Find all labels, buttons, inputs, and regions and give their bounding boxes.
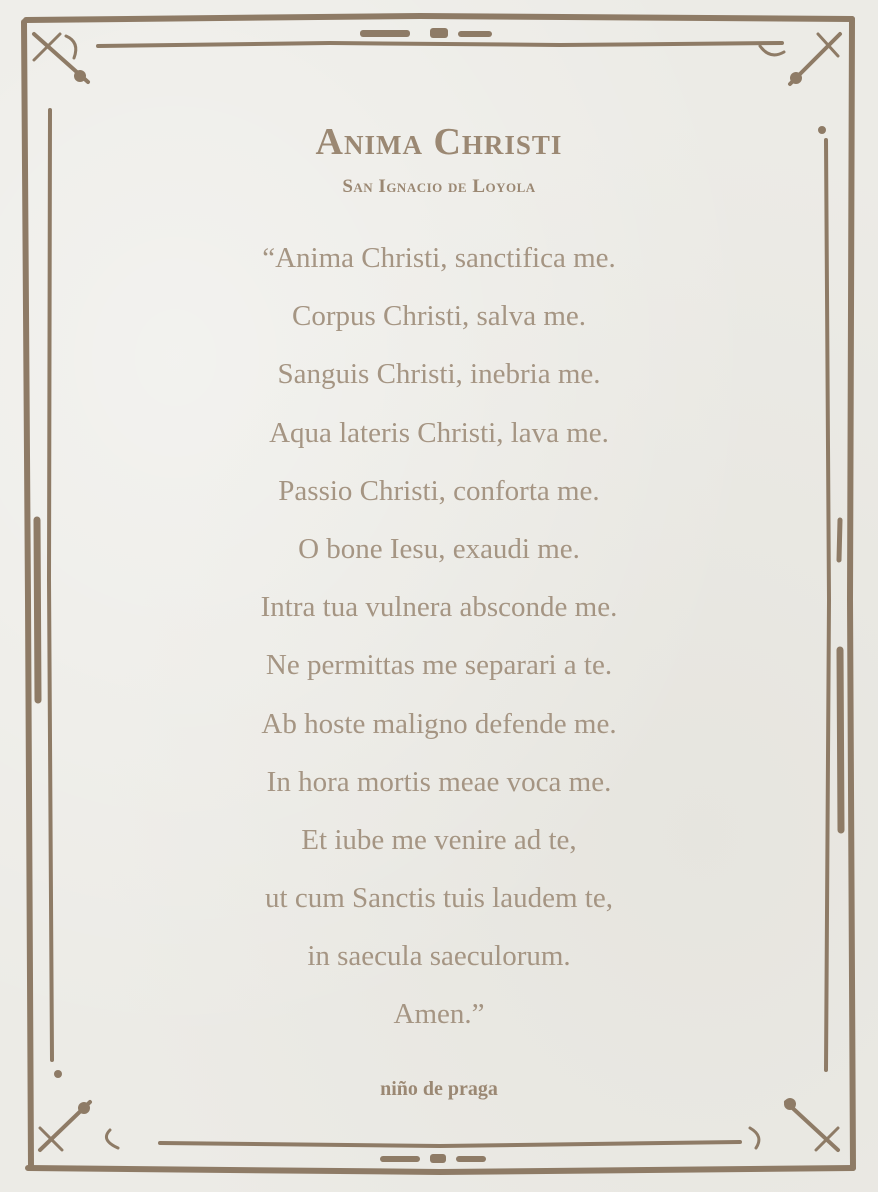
verse-line: Passio Christi, conforta me. xyxy=(278,474,600,507)
verse-line: O bone Iesu, exaudi me. xyxy=(298,532,580,565)
prayer-author: San Ignacio de Loyola xyxy=(342,176,536,197)
verse-line: Ab hoste maligno defende me. xyxy=(261,707,617,740)
verse-line: Intra tua vulnera absconde me. xyxy=(260,591,618,624)
verse-line: Sanguis Christi, inebria me. xyxy=(277,358,601,391)
verse-line: Aqua lateris Christi, lava me. xyxy=(269,416,609,449)
verse-line: Corpus Christi, salva me. xyxy=(291,300,586,333)
brand-footer: niño de praga xyxy=(380,1078,498,1100)
verse-line: in saecula saeculorum. xyxy=(307,940,571,973)
verse-line: Et iube me venire ad te, xyxy=(301,823,577,856)
prayer-verses xyxy=(0,236,878,1051)
verse-line: Ne permittas me separari a te. xyxy=(265,649,613,682)
verse-line: ut cum Sanctis tuis laudem te, xyxy=(265,882,613,915)
verse-line: In hora mortis meae voca me. xyxy=(266,765,612,798)
verse-line: “Anima Christi, sanctifica me. xyxy=(262,242,616,274)
prayer-title: Anima Christi xyxy=(315,121,563,163)
verse-line: Amen.” xyxy=(393,998,485,1031)
